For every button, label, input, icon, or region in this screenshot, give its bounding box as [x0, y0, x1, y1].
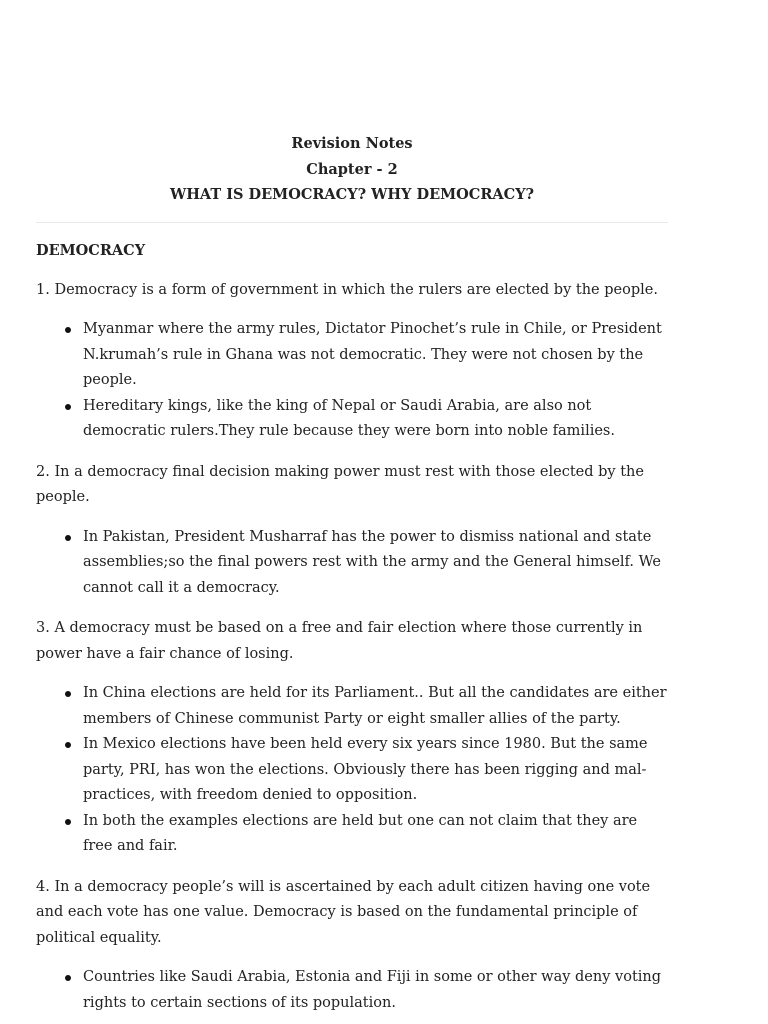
bullet-text: In Mexico elections have been held every six years since 1980. But the same party, PRI, has won the elections. Obviously there has been rigging and mal-practices, with freedom denied to opposition. [83, 736, 648, 803]
bullet-list [36, 681, 668, 860]
bullet-dot-icon [65, 404, 71, 410]
document-header [36, 131, 668, 208]
bullet-list [36, 525, 668, 602]
chapter-title: WHAT IS DEMOCRACY? WHY DEMOCRACY? [169, 186, 535, 203]
bullet-list [36, 965, 668, 1016]
bullet-item [83, 965, 668, 1016]
bullet-item [83, 681, 668, 732]
point-4 [36, 875, 668, 1017]
bullet-dot-icon [65, 975, 71, 981]
bullet-dot-icon [65, 535, 71, 541]
point-1 [36, 278, 668, 445]
chapter-number: Chapter - 2 [306, 160, 398, 178]
bullet-item [83, 525, 668, 602]
bullet-text: Myanmar where the army rules, Dictator Pinochet’s rule in Chile, or President N.krumah’s rule in Ghana was not democratic. They were not chosen by the people. [83, 321, 662, 388]
bullet-text: In both the examples elections are held but one can not claim that they are free and fair. [83, 812, 638, 854]
point-2 [36, 460, 668, 602]
bullet-text: In Pakistan, President Musharraf has the power to dismiss national and state assemblies;so the final powers rest with the army and the General himself. We cannot call it a democracy. [83, 528, 661, 596]
bullet-dot-icon [65, 327, 71, 333]
point-text: 4. In a democracy people’s will is ascertained by each adult citizen having one vote and each vote has one value. Democracy is based on the fundamental principle of political equality. [36, 878, 651, 946]
point-text: 3. A democracy must be based on a free and fair election where those currently in power have a fair chance of losing. [36, 620, 643, 662]
bullet-text: Countries like Saudi Arabia, Estonia and Fiji in some or other way deny voting rights to certain sections of its population. [83, 969, 662, 1011]
bullet-item [83, 394, 668, 445]
bullet-dot-icon [65, 742, 71, 748]
bullet-item [83, 809, 668, 860]
point-text: 2. In a democracy final decision making power must rest with those elected by the people. [36, 463, 644, 505]
section-heading: DEMOCRACY [36, 241, 146, 259]
point-3 [36, 616, 668, 860]
bullet-list [36, 317, 668, 445]
header-divider [36, 222, 668, 223]
bullet-dot-icon [65, 691, 71, 697]
bullet-dot-icon [65, 819, 71, 825]
revision-notes-title: Revision Notes [291, 135, 413, 152]
bullet-text: Hereditary kings, like the king of Nepal or Saudi Arabia, are also not democratic rulers.They rule because they were born into noble families. [83, 397, 615, 439]
bullet-item [83, 732, 668, 809]
point-text: 1. Democracy is a form of government in which the rulers are elected by the people. [36, 281, 658, 298]
bullet-text: In China elections are held for its Parliament.. But all the candidates are either members of Chinese communist Party or eight smaller allies of the party. [83, 685, 667, 727]
bullet-item [83, 317, 668, 394]
document-page [36, 131, 668, 1016]
